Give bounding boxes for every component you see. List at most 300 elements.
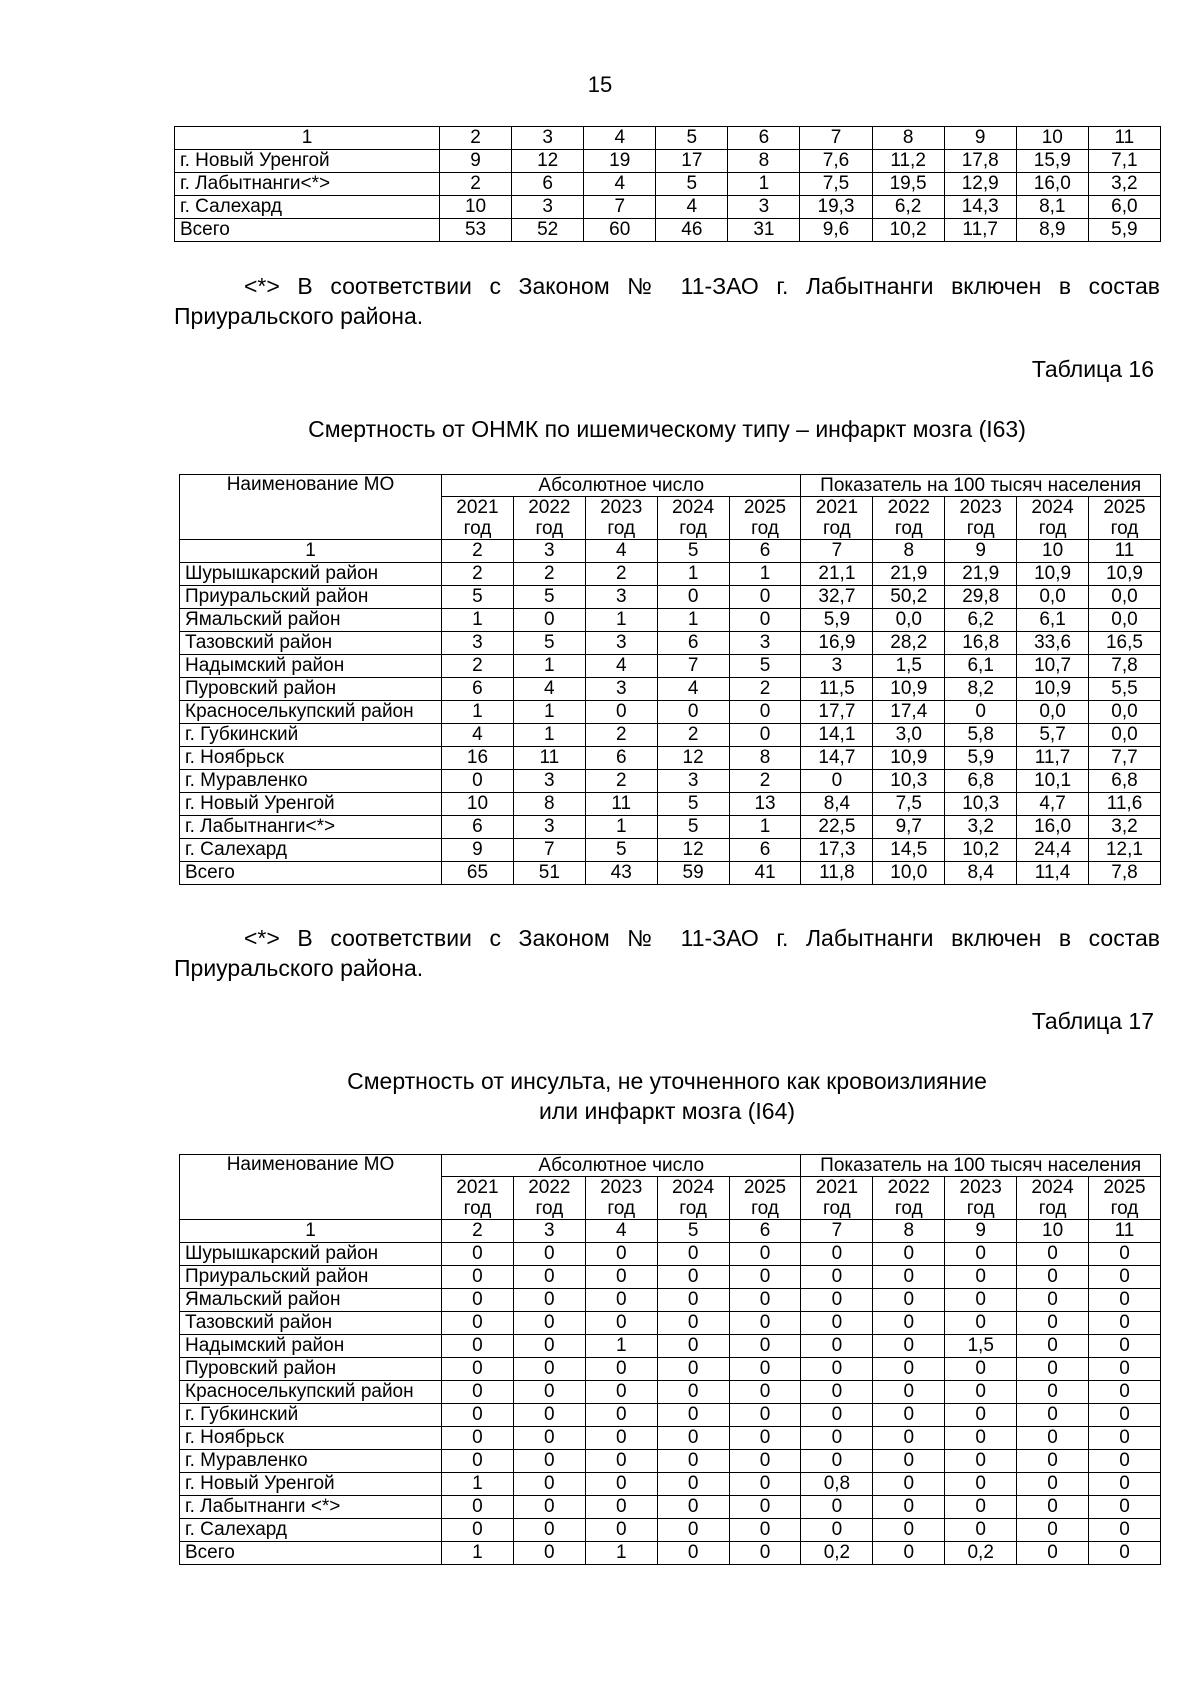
value-cell: 3 <box>729 632 801 655</box>
column-number-cell: 5 <box>656 127 728 150</box>
value-cell: 16,5 <box>1089 632 1161 655</box>
table-row <box>180 1243 1161 1266</box>
value-cell: 0 <box>442 1266 514 1289</box>
year-header-cell <box>873 1177 945 1220</box>
value-cell: 10,9 <box>873 747 945 770</box>
value-cell: 60 <box>584 219 656 242</box>
value-cell: 51 <box>513 862 585 885</box>
value-cell: 0 <box>1017 1243 1089 1266</box>
header-rate-cell: Показатель на 100 тысяч населения <box>801 475 1160 497</box>
value-cell: 5 <box>585 839 657 862</box>
value-cell: 10,0 <box>873 862 945 885</box>
row-name-cell: Надымский район <box>180 655 442 678</box>
row-name-cell: г. Лабытнанги<*> <box>175 173 440 196</box>
value-cell: 0,0 <box>1089 701 1161 724</box>
value-cell: 3 <box>585 632 657 655</box>
column-number-cell: 5 <box>657 1220 729 1243</box>
value-cell: 0 <box>585 1450 657 1473</box>
table-row <box>180 839 1161 862</box>
value-cell: 1 <box>657 609 729 632</box>
value-cell: 0 <box>513 1243 585 1266</box>
table-row <box>175 173 1161 196</box>
value-cell: 0 <box>945 701 1017 724</box>
value-cell: 19 <box>584 150 656 173</box>
column-number-cell: 7 <box>800 127 872 150</box>
value-cell: 0 <box>729 1473 801 1496</box>
value-cell: 0 <box>657 701 729 724</box>
year-header-cell <box>657 497 729 540</box>
year-header-cell <box>585 497 657 540</box>
header-absolute-cell: Абсолютное число <box>442 475 801 497</box>
table-row <box>180 816 1161 839</box>
value-cell: 0 <box>729 1289 801 1312</box>
value-cell: 0 <box>657 1519 729 1542</box>
value-cell: 0 <box>729 1266 801 1289</box>
continued-table <box>174 126 1161 242</box>
value-cell: 0 <box>729 1450 801 1473</box>
value-cell: 5,9 <box>801 609 873 632</box>
header-absolute-cell: Абсолютное число <box>442 1155 801 1177</box>
table-row <box>175 219 1161 242</box>
value-cell: 43 <box>585 862 657 885</box>
value-cell: 0 <box>729 1427 801 1450</box>
value-cell: 12 <box>512 150 584 173</box>
value-cell: 0 <box>945 1266 1017 1289</box>
value-cell: 0 <box>1089 1473 1161 1496</box>
value-cell: 41 <box>729 862 801 885</box>
year-suffix: год <box>823 1198 851 1219</box>
value-cell: 0 <box>657 1243 729 1266</box>
value-cell: 1 <box>728 173 800 196</box>
value-cell: 0 <box>1089 1519 1161 1542</box>
value-cell: 7,7 <box>1089 747 1161 770</box>
year-label: 2023 <box>959 497 1002 518</box>
year-header-cell <box>801 1177 873 1220</box>
value-cell: 0 <box>1089 1312 1161 1335</box>
row-name-cell: г. Салехард <box>175 196 440 219</box>
header-name-cell: Наименование МО <box>180 475 442 540</box>
row-name-cell: г. Салехард <box>180 839 442 862</box>
value-cell: 0 <box>873 1404 945 1427</box>
year-header-cell <box>513 497 585 540</box>
value-cell: 0 <box>513 1289 585 1312</box>
year-suffix: год <box>1110 518 1139 539</box>
value-cell: 16 <box>442 747 514 770</box>
column-number-cell: 8 <box>873 540 945 563</box>
value-cell: 0 <box>801 1312 873 1335</box>
value-cell: 7,8 <box>1089 655 1161 678</box>
value-cell: 0,2 <box>945 1542 1017 1565</box>
value-cell: 0 <box>801 1289 873 1312</box>
value-cell: 0 <box>729 1519 801 1542</box>
value-cell: 0 <box>801 1404 873 1427</box>
value-cell: 17,8 <box>944 150 1016 173</box>
value-cell: 0 <box>585 701 657 724</box>
column-number-cell: 2 <box>440 127 512 150</box>
year-header-cell <box>873 497 945 540</box>
value-cell: 0 <box>873 1289 945 1312</box>
header-name-cell: Наименование МО <box>180 1155 442 1220</box>
row-name-cell: Всего <box>180 1542 442 1565</box>
value-cell: 12,9 <box>944 173 1016 196</box>
year-header-cell <box>945 1177 1017 1220</box>
year-label: 2021 <box>815 1177 859 1198</box>
value-cell: 1,5 <box>873 655 945 678</box>
footnote-2: <*> В соответствии с Законом № 11-ЗАО г. Лабытнанги включен в состав Приуральского района. <box>174 925 1160 981</box>
value-cell: 3 <box>585 586 657 609</box>
year-suffix: год <box>1038 518 1067 539</box>
value-cell: 8,4 <box>801 793 873 816</box>
value-cell: 7,1 <box>1088 150 1160 173</box>
value-cell: 3,2 <box>945 816 1017 839</box>
column-number-cell: 10 <box>1016 127 1088 150</box>
value-cell: 5 <box>656 173 728 196</box>
value-cell: 0 <box>1017 1404 1089 1427</box>
value-cell: 3 <box>801 655 873 678</box>
value-cell: 1 <box>657 563 729 586</box>
year-suffix: год <box>966 1198 995 1219</box>
value-cell: 1,5 <box>945 1335 1017 1358</box>
value-cell: 10,2 <box>872 219 944 242</box>
value-cell: 10,1 <box>1017 770 1089 793</box>
column-number-cell: 1 <box>175 127 440 150</box>
value-cell: 11 <box>585 793 657 816</box>
year-header-cell <box>801 497 873 540</box>
value-cell: 0,0 <box>873 609 945 632</box>
year-suffix: год <box>966 518 995 539</box>
row-name-cell: Красноселькупский район <box>180 1381 442 1404</box>
year-header-cell <box>585 1177 657 1220</box>
value-cell: 53 <box>440 219 512 242</box>
column-number-cell: 5 <box>657 540 729 563</box>
value-cell: 2 <box>513 563 585 586</box>
value-cell: 1 <box>729 816 801 839</box>
table-row <box>180 770 1161 793</box>
year-label: 2022 <box>528 497 571 518</box>
value-cell: 1 <box>513 655 585 678</box>
year-header-cell <box>442 497 514 540</box>
column-number-cell: 11 <box>1089 540 1161 563</box>
value-cell: 46 <box>656 219 728 242</box>
table-row <box>180 862 1161 885</box>
row-name-cell: г. Ноябрьск <box>180 747 442 770</box>
value-cell: 13 <box>729 793 801 816</box>
year-suffix: год <box>607 1198 636 1219</box>
value-cell: 22,5 <box>801 816 873 839</box>
value-cell: 1 <box>585 609 657 632</box>
value-cell: 0 <box>873 1312 945 1335</box>
value-cell: 65 <box>442 862 514 885</box>
value-cell: 16,0 <box>1016 173 1088 196</box>
header-row <box>180 475 1161 497</box>
value-cell: 0 <box>657 1289 729 1312</box>
value-cell: 3,2 <box>1089 816 1161 839</box>
value-cell: 1 <box>729 563 801 586</box>
table-17-title: Смертность от инсульта, не уточненного как кровоизлияние или инфаркт мозга (I64) <box>347 1068 987 1124</box>
row-name-cell: Красноселькупский район <box>180 701 442 724</box>
value-cell: 2 <box>657 724 729 747</box>
value-cell: 8 <box>729 747 801 770</box>
value-cell: 12 <box>657 839 729 862</box>
value-cell: 0 <box>513 1335 585 1358</box>
value-cell: 0 <box>657 1381 729 1404</box>
value-cell: 0 <box>442 1519 514 1542</box>
value-cell: 0 <box>442 1427 514 1450</box>
row-name-cell: г. Новый Уренгой <box>175 150 440 173</box>
value-cell: 0 <box>513 1427 585 1450</box>
value-cell: 0 <box>729 1404 801 1427</box>
value-cell: 0,0 <box>1089 609 1161 632</box>
year-header-cell <box>1089 1177 1161 1220</box>
value-cell: 0 <box>657 1358 729 1381</box>
footnote-1: <*> В соответствии с Законом № 11-ЗАО г. Лабытнанги включен в состав Приуральского района. <box>174 273 1160 329</box>
value-cell: 0 <box>442 1496 514 1519</box>
value-cell: 0 <box>945 1381 1017 1404</box>
value-cell: 7 <box>513 839 585 862</box>
value-cell: 0 <box>729 1243 801 1266</box>
value-cell: 15,9 <box>1016 150 1088 173</box>
value-cell: 6 <box>657 632 729 655</box>
value-cell: 9 <box>442 839 514 862</box>
value-cell: 0 <box>729 586 801 609</box>
value-cell: 9 <box>440 150 512 173</box>
value-cell: 0 <box>729 1542 801 1565</box>
column-number-cell: 10 <box>1017 1220 1089 1243</box>
row-name-cell: г. Салехард <box>180 1519 442 1542</box>
table-row <box>180 1542 1161 1565</box>
value-cell: 0 <box>945 1496 1017 1519</box>
value-cell: 0 <box>585 1496 657 1519</box>
value-cell: 0 <box>1017 1450 1089 1473</box>
table-row <box>180 701 1161 724</box>
value-cell: 0,0 <box>1089 724 1161 747</box>
value-cell: 0 <box>513 1358 585 1381</box>
value-cell: 17 <box>656 150 728 173</box>
value-cell: 11,2 <box>872 150 944 173</box>
value-cell: 4 <box>513 678 585 701</box>
year-suffix: год <box>463 518 492 539</box>
value-cell: 11,7 <box>1017 747 1089 770</box>
table-row <box>180 1335 1161 1358</box>
value-cell: 1 <box>442 1473 514 1496</box>
table-17-label: Таблица 17 <box>1031 1008 1154 1034</box>
value-cell: 0 <box>873 1381 945 1404</box>
value-cell: 10,3 <box>873 770 945 793</box>
value-cell: 0 <box>513 1542 585 1565</box>
row-name-cell: г. Муравленко <box>180 770 442 793</box>
column-number-cell: 1 <box>180 1220 442 1243</box>
value-cell: 9,6 <box>800 219 872 242</box>
value-cell: 6,0 <box>1088 196 1160 219</box>
value-cell: 5,9 <box>945 747 1017 770</box>
column-number-cell: 11 <box>1089 1220 1161 1243</box>
header-rate-cell: Показатель на 100 тысяч населения <box>801 1155 1160 1177</box>
value-cell: 10,2 <box>945 839 1017 862</box>
year-label: 2024 <box>1031 497 1074 518</box>
value-cell: 8,9 <box>1016 219 1088 242</box>
value-cell: 4 <box>585 655 657 678</box>
year-header-cell <box>729 1177 801 1220</box>
row-name-cell: Ямальский район <box>180 609 442 632</box>
year-label: 2025 <box>1103 1177 1146 1198</box>
year-label: 2025 <box>743 1177 787 1198</box>
value-cell: 0 <box>801 1381 873 1404</box>
column-number-cell: 9 <box>945 540 1017 563</box>
value-cell: 9,7 <box>873 816 945 839</box>
value-cell: 0 <box>513 1450 585 1473</box>
value-cell: 1 <box>513 724 585 747</box>
value-cell: 5 <box>729 655 801 678</box>
table-row <box>180 586 1161 609</box>
value-cell: 12 <box>657 747 729 770</box>
value-cell: 10 <box>442 793 514 816</box>
value-cell: 0 <box>873 1519 945 1542</box>
value-cell: 0 <box>657 1496 729 1519</box>
column-number-cell: 4 <box>585 1220 657 1243</box>
table-row <box>180 1266 1161 1289</box>
value-cell: 0 <box>513 1496 585 1519</box>
table-16 <box>179 474 1161 885</box>
value-cell: 6,8 <box>1089 770 1161 793</box>
year-label: 2022 <box>528 1177 571 1198</box>
value-cell: 0 <box>657 1473 729 1496</box>
column-number-cell: 4 <box>585 540 657 563</box>
value-cell: 31 <box>728 219 800 242</box>
table-row <box>180 1450 1161 1473</box>
value-cell: 6 <box>442 816 514 839</box>
row-name-cell: Шурышкарский район <box>180 1243 442 1266</box>
row-name-cell: Всего <box>175 219 440 242</box>
value-cell: 11,8 <box>801 862 873 885</box>
value-cell: 59 <box>657 862 729 885</box>
value-cell: 0 <box>585 1358 657 1381</box>
value-cell: 0 <box>442 1450 514 1473</box>
value-cell: 2 <box>585 563 657 586</box>
value-cell: 21,1 <box>801 563 873 586</box>
value-cell: 0,8 <box>801 1473 873 1496</box>
year-label: 2022 <box>887 497 930 518</box>
value-cell: 7 <box>657 655 729 678</box>
value-cell: 0,0 <box>1017 701 1089 724</box>
value-cell: 6,1 <box>1017 609 1089 632</box>
value-cell: 0 <box>1089 1358 1161 1381</box>
column-number-cell: 6 <box>729 1220 801 1243</box>
value-cell: 0 <box>585 1312 657 1335</box>
value-cell: 0,2 <box>801 1542 873 1565</box>
row-name-cell: Шурышкарский район <box>180 563 442 586</box>
column-number-cell: 6 <box>728 127 800 150</box>
year-suffix: год <box>1110 1198 1139 1219</box>
year-suffix: год <box>751 1198 779 1219</box>
value-cell: 1 <box>442 701 514 724</box>
value-cell: 10,9 <box>1017 678 1089 701</box>
value-cell: 0 <box>1017 1358 1089 1381</box>
value-cell: 0 <box>585 1519 657 1542</box>
value-cell: 3 <box>585 678 657 701</box>
value-cell: 10,3 <box>945 793 1017 816</box>
table-row <box>180 1473 1161 1496</box>
value-cell: 1 <box>585 816 657 839</box>
value-cell: 0 <box>585 1404 657 1427</box>
value-cell: 10 <box>440 196 512 219</box>
table-row <box>180 563 1161 586</box>
page-number: 15 <box>587 72 613 97</box>
row-name-cell: г. Новый Уренгой <box>180 1473 442 1496</box>
table-row <box>180 655 1161 678</box>
value-cell: 11,5 <box>801 678 873 701</box>
value-cell: 0 <box>801 770 873 793</box>
table-row <box>180 609 1161 632</box>
table-row <box>180 632 1161 655</box>
value-cell: 0 <box>513 1473 585 1496</box>
value-cell: 2 <box>440 173 512 196</box>
value-cell: 0 <box>442 1381 514 1404</box>
value-cell: 0 <box>1017 1335 1089 1358</box>
year-suffix: год <box>607 518 636 539</box>
year-label: 2025 <box>1103 497 1146 518</box>
value-cell: 19,5 <box>872 173 944 196</box>
value-cell: 0 <box>1017 1381 1089 1404</box>
value-cell: 0 <box>729 609 801 632</box>
table-row <box>180 1427 1161 1450</box>
value-cell: 0,0 <box>1089 586 1161 609</box>
value-cell: 0 <box>945 1243 1017 1266</box>
row-name-cell: Ямальский район <box>180 1289 442 1312</box>
value-cell: 24,4 <box>1017 839 1089 862</box>
value-cell: 0 <box>945 1312 1017 1335</box>
table-16-title: Смертность от ОНМК по ишемическому типу – инфаркт мозга (I63) <box>308 416 1026 442</box>
value-cell: 2 <box>729 678 801 701</box>
year-header-cell <box>1017 497 1089 540</box>
year-header-cell <box>729 497 801 540</box>
year-suffix: год <box>894 1198 923 1219</box>
value-cell: 0 <box>873 1243 945 1266</box>
value-cell: 8,4 <box>945 862 1017 885</box>
column-number-cell: 7 <box>801 1220 873 1243</box>
value-cell: 0 <box>801 1496 873 1519</box>
value-cell: 0 <box>585 1381 657 1404</box>
row-name-cell: Надымский район <box>180 1335 442 1358</box>
value-cell: 0 <box>1089 1404 1161 1427</box>
value-cell: 0 <box>1017 1496 1089 1519</box>
value-cell: 28,2 <box>873 632 945 655</box>
value-cell: 19,3 <box>800 196 872 219</box>
table-row <box>180 1519 1161 1542</box>
year-label: 2024 <box>671 497 715 518</box>
row-name-cell: Всего <box>180 862 442 885</box>
value-cell: 10,9 <box>1089 563 1161 586</box>
value-cell: 0 <box>657 1266 729 1289</box>
value-cell: 11,7 <box>944 219 1016 242</box>
value-cell: 16,8 <box>945 632 1017 655</box>
value-cell: 0 <box>442 1312 514 1335</box>
value-cell: 0 <box>729 701 801 724</box>
table-row <box>175 150 1161 173</box>
value-cell: 7,6 <box>800 150 872 173</box>
value-cell: 0 <box>442 1289 514 1312</box>
column-number-cell: 3 <box>513 1220 585 1243</box>
value-cell: 0 <box>585 1243 657 1266</box>
table-16-label: Таблица 16 <box>1031 356 1154 382</box>
value-cell: 12,1 <box>1089 839 1161 862</box>
value-cell: 0 <box>873 1473 945 1496</box>
table-row <box>180 1404 1161 1427</box>
value-cell: 4 <box>657 678 729 701</box>
value-cell: 0 <box>1089 1266 1161 1289</box>
value-cell: 1 <box>585 1542 657 1565</box>
value-cell: 50,2 <box>873 586 945 609</box>
value-cell: 0 <box>1089 1542 1161 1565</box>
